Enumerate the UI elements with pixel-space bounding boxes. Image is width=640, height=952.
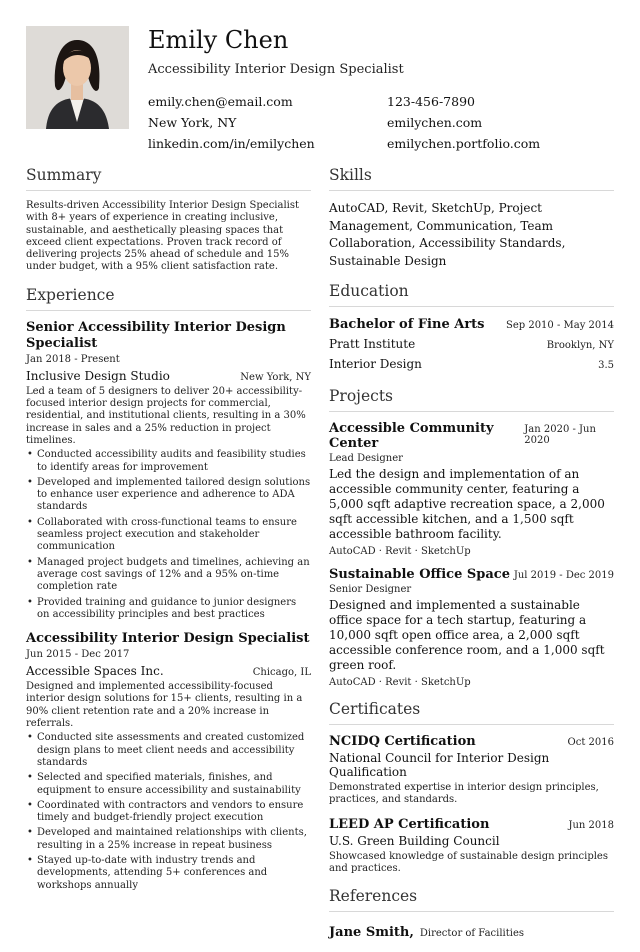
certificates-section	[329, 700, 614, 875]
experience-section	[26, 286, 311, 892]
linkedin-link[interactable]: linkedin.com/in/emilychen	[148, 136, 315, 151]
website-link[interactable]: emilychen.com	[387, 115, 483, 130]
job-dates: Jun 2015 - Dec 2017	[26, 649, 130, 661]
project-tags: AutoCAD · Revit · SketchUp	[329, 677, 471, 688]
projects-section	[329, 387, 614, 688]
summary-section	[26, 166, 311, 274]
location-text: New York, NY	[148, 115, 237, 130]
education-location: Brooklyn, NY	[546, 340, 614, 351]
job-description: Designed and implemented accessibility-focused interior design solutions for 15+ clients, resulting in a 90% client retention rate and a 20% increase in referrals.	[26, 681, 303, 730]
reference-name: Jane Smith,	[329, 925, 414, 941]
education-degree: Bachelor of Fine Arts	[329, 317, 485, 332]
education-field: Interior Design	[329, 357, 422, 371]
list-item: • Managed project budgets and timelines, achieving an average cost savings of 12% and a 95% on-time completion rate	[26, 557, 311, 594]
project-title: Accessible Community Center	[329, 421, 494, 451]
job-company: Inclusive Design Studio	[26, 368, 170, 383]
list-item: • Stayed up-to-date with industry trends and developments, attending 5+ conferences and workshops annually	[26, 855, 311, 892]
email-link[interactable]: emily.chen@email.com	[148, 94, 293, 109]
left-column	[26, 166, 311, 904]
project-title: Sustainable Office Space	[329, 567, 510, 582]
section-title-skills: Skills	[329, 166, 614, 191]
section-title-summary: Summary	[26, 166, 311, 191]
certificate-description: Demonstrated expertise in interior design principles, practices, and standards.	[329, 782, 599, 806]
certificate-entry	[329, 734, 614, 807]
job-bullets	[26, 732, 311, 892]
project-role: Senior Designer	[329, 584, 412, 595]
section-title-experience: Experience	[26, 286, 311, 311]
job-entry	[26, 631, 311, 892]
certificate-name: NCIDQ Certification	[329, 734, 476, 749]
project-dates: Jul 2019 - Dec 2019	[513, 570, 614, 581]
list-item: • Developed and maintained relationships with clients, resulting in a 25% increase in repeat business	[26, 827, 311, 852]
certificate-date: Jun 2018	[568, 819, 614, 831]
job-location: Chicago, IL	[252, 667, 311, 679]
project-entry	[329, 421, 614, 557]
certificate-org: National Council for Interior Design Qualification	[329, 751, 550, 779]
list-item: • Conducted site assessments and created customized design plans to meet client needs and accessibility standards	[26, 732, 311, 769]
job-company: Accessible Spaces Inc.	[26, 664, 164, 679]
project-entry	[329, 567, 614, 688]
list-item: • Developed and implemented tailored design solutions to enhance user experience and adherence to ADA standards	[26, 477, 311, 514]
list-item: • Coordinated with contractors and vendors to ensure timely and budget-friendly project execution	[26, 800, 311, 825]
job-title: Senior Accessibility Interior Design Specialist	[26, 319, 286, 351]
certificate-description: Showcased knowledge of sustainable design principles and practices.	[329, 850, 608, 874]
job-dates: Jan 2018 - Present	[26, 353, 120, 365]
list-item: • Selected and specified materials, finishes, and equipment to ensure accessibility and sustainability	[26, 772, 311, 797]
section-title-references: References	[329, 887, 614, 912]
certificate-name: LEED AP Certification	[329, 816, 490, 832]
contact-column-left	[148, 91, 315, 154]
project-description: Led the design and implementation of an accessible community center, featuring a 5,000 sqft adaptive recreation space, a 2,000 sqft accessible kitchen, and a 1,500 sqft accessible bathroom facility.	[329, 467, 605, 541]
skills-section	[329, 166, 614, 270]
education-gpa: 3.5	[598, 360, 614, 371]
section-title-projects: Projects	[329, 387, 614, 412]
project-description: Designed and implemented a sustainable office space for a tech startup, featuring a 10,000 sqft open office area, a 2,000 sqft accessible conference room, and a 1,000 sqft green roof.	[329, 598, 605, 672]
job-description: Led a team of 5 designers to deliver 20+ accessibility-focused interior design projects for commercial, residential, and institutional clients, resulting in a 30% increase in sales and a 25% reduction in project timelines.	[26, 385, 306, 446]
education-section	[329, 282, 614, 375]
list-item: • Conducted accessibility audits and feasibility studies to identify areas for improvement	[26, 449, 311, 474]
list-item: • Collaborated with cross-functional teams to ensure seamless project execution and stakeholder communication	[26, 517, 311, 554]
portfolio-link[interactable]: emilychen.portfolio.com	[387, 136, 541, 151]
contact-column-right	[387, 91, 540, 154]
section-title-education: Education	[329, 282, 614, 307]
candidate-name: Emily Chen	[148, 26, 289, 54]
project-tags: AutoCAD · Revit · SketchUp	[329, 546, 471, 557]
certificate-org: U.S. Green Building Council	[329, 833, 500, 848]
certificate-date: Oct 2016	[567, 737, 614, 748]
job-title: Accessibility Interior Design Specialist	[26, 631, 310, 647]
project-role: Lead Designer	[329, 453, 403, 464]
project-dates: Jan 2020 - Jun 2020	[524, 424, 596, 446]
candidate-headline: Accessibility Interior Design Specialist	[148, 62, 404, 77]
references-section	[329, 887, 614, 940]
right-column	[329, 166, 614, 952]
job-bullets	[26, 449, 311, 621]
education-dates: Sep 2010 - May 2014	[505, 320, 614, 331]
portrait-image	[26, 26, 129, 129]
job-location: New York, NY	[240, 371, 311, 383]
job-entry	[26, 320, 311, 621]
education-school: Pratt Institute	[329, 337, 416, 351]
certificate-entry	[329, 817, 614, 876]
summary-text: Results-driven Accessibility Interior Design Specialist with 8+ years of experience in creating inclusive, sustainable, and aesthetically pleasing spaces that exceed client expectations. Proven track record of delivering projects 25% ahead of schedule and 15% under budget, with a 95% client satisfaction rate.	[26, 200, 300, 273]
section-title-certificates: Certificates	[329, 700, 614, 725]
reference-role: Director of Facilities	[419, 928, 524, 940]
profile-photo	[26, 26, 129, 129]
skills-list: AutoCAD, Revit, SketchUp, Project Management, Communication, Team Collaboration, Accessibility Standards, Sustainable Design	[329, 201, 566, 268]
phone-text: 123-456-7890	[387, 94, 475, 109]
list-item: • Provided training and guidance to junior designers on accessibility principles and best practices	[26, 597, 311, 622]
